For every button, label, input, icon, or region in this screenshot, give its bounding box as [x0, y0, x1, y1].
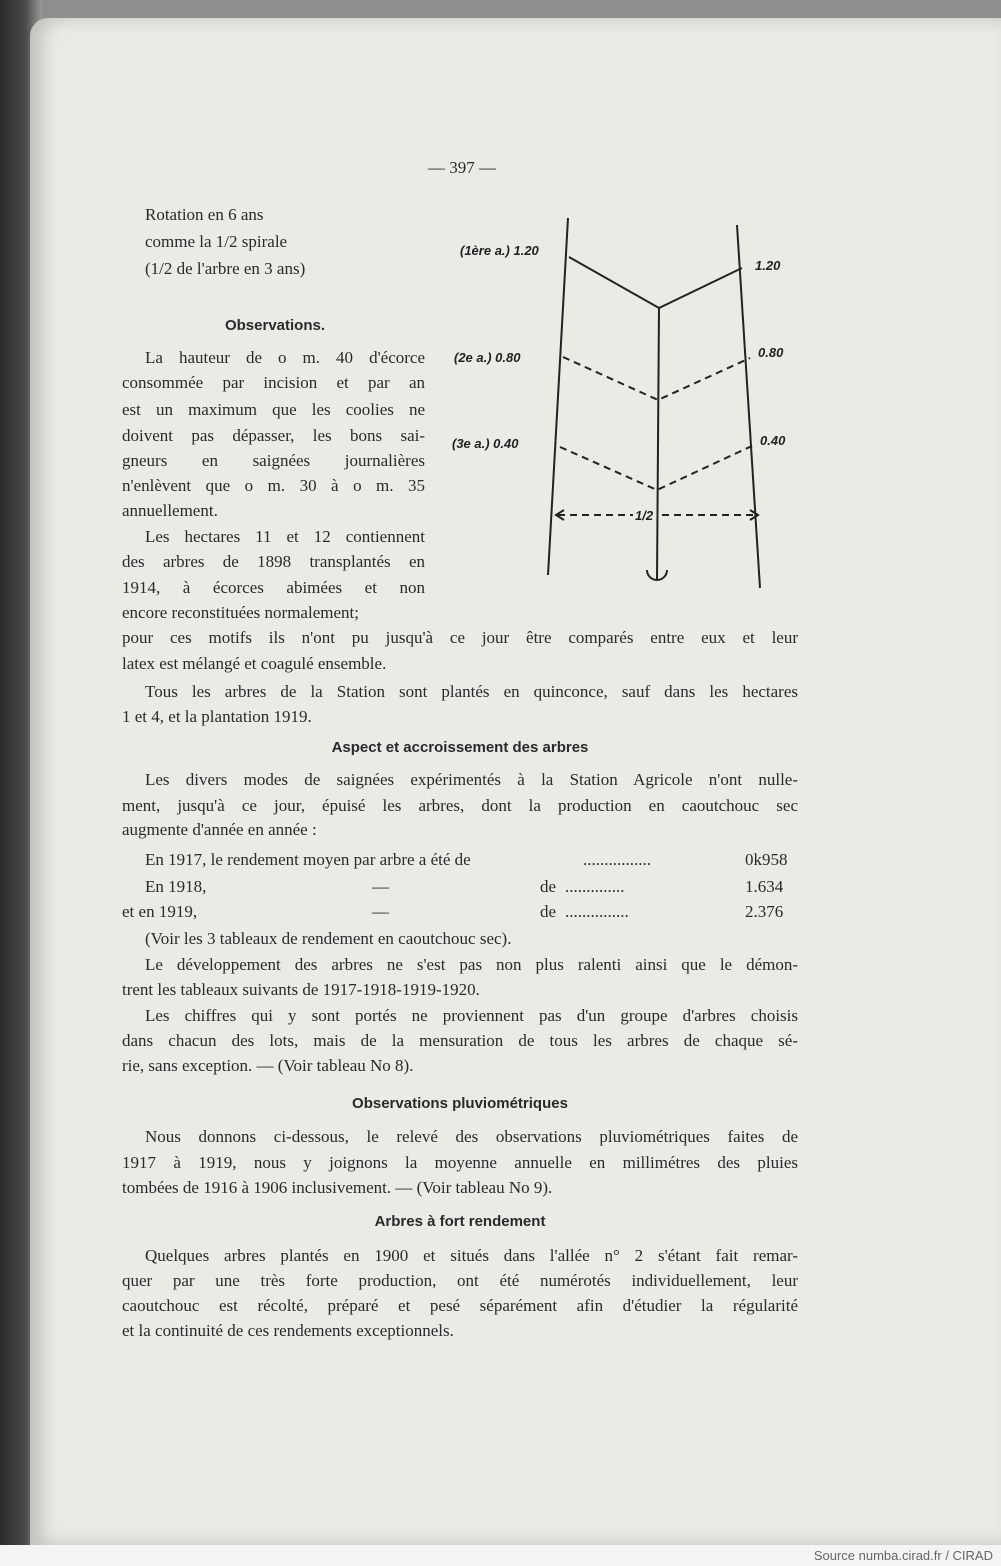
text-line: Le développement des arbres ne s'est pas non plus ralenti ainsi que le démon-: [145, 955, 798, 974]
yield-label: En 1917, le rendement moyen par arbre a été de: [145, 850, 471, 869]
label-2-left: (2e a.) 0.80: [454, 350, 521, 365]
text-line: (Voir les 3 tableaux de rendement en caoutchouc sec).: [145, 929, 512, 948]
text-line: des arbres de 1898 transplantés en: [122, 552, 425, 571]
heading-observations: Observations.: [224, 317, 326, 334]
center-line: [657, 308, 659, 580]
yield-de: de: [540, 877, 557, 896]
footer-bar: [0, 1545, 1001, 1566]
text-line: 1914, à écorces abimées et non: [122, 578, 425, 597]
text-line: tombées de 1916 à 1906 inclusivement. — (Voir tableau No 9).: [122, 1178, 553, 1197]
text-line: Tous les arbres de la Station sont plantés en quinconce, sauf dans les hectares: [145, 682, 798, 701]
yield-dots: ..............: [565, 877, 625, 896]
yield-value: 0k958: [745, 850, 788, 869]
label-3-right: 0.40: [760, 433, 786, 448]
label-2-right: 0.80: [758, 345, 784, 360]
source-credit: Source numba.cirad.fr / CIRAD: [813, 1548, 993, 1563]
label-half: 1/2: [635, 508, 654, 523]
yield-value: 2.376: [745, 902, 784, 921]
text-line: encore reconstituées normalement;: [122, 603, 359, 622]
rotation-line: Rotation en 6 ans: [145, 205, 264, 224]
text-line: Les chiffres qui y sont portés ne proviennent pas d'un groupe d'arbres choisis: [145, 1006, 798, 1025]
label-3-left: (3e a.) 0.40: [452, 436, 519, 451]
text-line: La hauteur de o m. 40 d'écorce: [145, 348, 425, 367]
ditto-dash: —: [372, 902, 389, 921]
heading-aspect: Aspect et accroissement des arbres: [331, 739, 589, 756]
text-line: est un maximum que les coolies ne: [122, 400, 425, 419]
text-line: annuellement.: [122, 501, 218, 520]
text-line: caoutchouc est récolté, préparé et pesé séparément afin d'étudier la régularité: [122, 1296, 798, 1315]
yield-de: de: [540, 902, 557, 921]
text-line: augmente d'année en année :: [122, 820, 317, 839]
text-line: dans chacun des lots, mais de la mensuration de tous les arbres de chaque sé-: [122, 1031, 798, 1050]
cut-2: [563, 357, 750, 400]
text-line: 1 et 4, et la plantation 1919.: [122, 707, 312, 726]
text-line: doivent pas dépasser, les bons sai-: [122, 426, 425, 445]
heading-pluvio: Observations pluviométriques: [352, 1095, 568, 1112]
text-line: Nous donnons ci-dessous, le relevé des observations pluviométriques faites de: [145, 1127, 798, 1146]
text-line: Les divers modes de saignées expérimentés à la Station Agricole n'ont nulle-: [145, 770, 798, 789]
left-trunk-line: [548, 218, 568, 575]
text-line: rie, sans exception. — (Voir tableau No 8).: [122, 1056, 414, 1075]
text-line: n'enlèvent que o m. 30 à o m. 35: [122, 476, 425, 495]
text-line: consommée par incision et par an: [122, 373, 425, 392]
page-number: — 397 —: [428, 158, 496, 177]
label-1-right: 1.20: [755, 258, 781, 273]
tapping-diagram: [440, 210, 810, 600]
text-line: pour ces motifs ils n'ont pu jusqu'à ce jour être comparés entre eux et leur: [122, 628, 798, 647]
text-line: quer par une très forte production, ont été numérotés individuellement, leur: [122, 1271, 798, 1290]
rotation-line: (1/2 de l'arbre en 3 ans): [145, 259, 306, 278]
text-line: Les hectares 11 et 12 contiennent: [145, 527, 425, 546]
text-line: trent les tableaux suivants de 1917-1918-1919-1920.: [122, 980, 480, 999]
yield-dots: ................: [583, 850, 651, 869]
yield-dots: ...............: [565, 902, 629, 921]
cut-1: [569, 257, 742, 308]
ditto-dash: —: [372, 877, 389, 896]
text-line: et la continuité de ces rendements exceptionnels.: [122, 1321, 454, 1340]
text-line: latex est mélangé et coagulé ensemble.: [122, 654, 387, 673]
text-line: 1917 à 1919, nous y joignons la moyenne annuelle en millimétres des pluies: [122, 1153, 798, 1172]
text-line: Quelques arbres plantés en 1900 et situés dans l'allée n° 2 s'étant fait remar-: [145, 1246, 798, 1265]
yield-label: et en 1919,: [122, 902, 198, 921]
text-line: ment, jusqu'à ce jour, épuisé les arbres, dont la production en caoutchouc sec: [122, 796, 798, 815]
text-line: gneurs en saignées journalières: [122, 451, 425, 470]
label-1-left: (1ère a.) 1.20: [460, 243, 539, 258]
yield-label: En 1918,: [145, 877, 207, 896]
yield-value: 1.634: [745, 877, 784, 896]
right-trunk-line: [737, 225, 760, 588]
heading-arbres: Arbres à fort rendement: [374, 1213, 546, 1230]
rotation-line: comme la 1/2 spirale: [145, 232, 288, 251]
